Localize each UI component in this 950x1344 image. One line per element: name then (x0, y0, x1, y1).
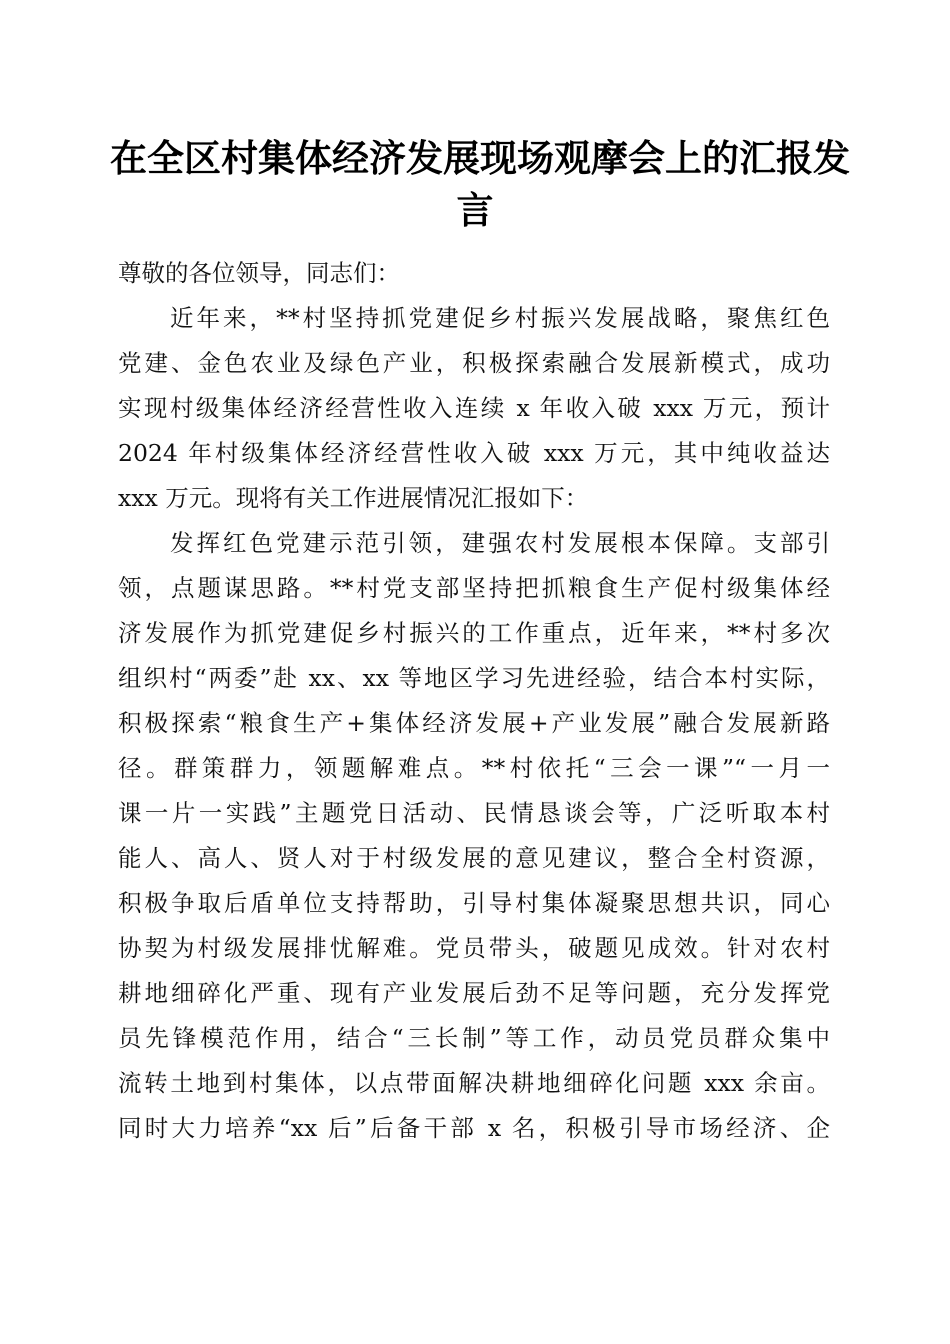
document-body (118, 251, 830, 1151)
salutation: 尊敬的各位领导，同志们： (118, 259, 400, 287)
paragraph-line: 积极争取后盾单位支持帮助，引导村集体凝聚思想共识，同心 (118, 889, 830, 917)
paragraph-line: 协契为村级发展排忧解难。党员带头，破题见成效。针对农村 (118, 934, 830, 962)
paragraph-line: 发挥红色党建示范引领，建强农村发展根本保障。支部引 (170, 529, 830, 557)
paragraph-line: 领，点题谋思路。**村党支部坚持把抓粮食生产促村级集体经 (118, 574, 830, 602)
paragraph-line: 流转土地到村集体，以点带面解决耕地细碎化问题 xxx 余亩。 (118, 1069, 830, 1097)
paragraph-line: 组织村“两委”赴 xx、xx 等地区学习先进经验，结合本村实际， (118, 664, 830, 692)
paragraph-line: 径。群策群力，领题解难点。**村依托“三会一课”“一月一 (118, 754, 830, 782)
paragraph-line: 积极探索“粮食生产+集体经济发展+产业发展”融合发展新路 (118, 709, 830, 737)
paragraph-line: 耕地细碎化严重、现有产业发展后劲不足等问题，充分发挥党 (118, 979, 830, 1007)
paragraph-intro (118, 296, 830, 521)
paragraph-line: 济发展作为抓党建促乡村振兴的工作重点，近年来，**村多次 (118, 619, 830, 647)
title-line: 言 (456, 188, 494, 232)
paragraph-line: 员先锋模范作用，结合“三长制”等工作，动员党员群众集中 (118, 1024, 830, 1052)
paragraph-red-party-building (118, 521, 830, 1151)
paragraph-line: 2024 年村级集体经济经营性收入破 xxx 万元，其中纯收益达 (118, 439, 830, 467)
title-line: 在全区村集体经济发展现场观摩会上的汇报发 (110, 136, 850, 180)
paragraph-line: xxx 万元。现将有关工作进展情况汇报如下： (118, 484, 589, 512)
paragraph-line: 党建、金色农业及绿色产业，积极探索融合发展新模式，成功 (118, 349, 830, 377)
paragraph-line: 实现村级集体经济经营性收入连续 x 年收入破 xxx 万元，预计 (118, 394, 830, 422)
paragraph-line: 课一片一实践”主题党日活动、民情恳谈会等，广泛听取本村 (118, 799, 830, 827)
document-title (110, 132, 850, 236)
paragraph-line: 能人、高人、贤人对于村级发展的意见建议，整合全村资源， (118, 844, 830, 872)
paragraph-line: 近年来，**村坚持抓党建促乡村振兴发展战略，聚焦红色 (170, 304, 830, 332)
paragraph-line: 同时大力培养“xx 后”后备干部 x 名，积极引导市场经济、企 (118, 1114, 830, 1142)
